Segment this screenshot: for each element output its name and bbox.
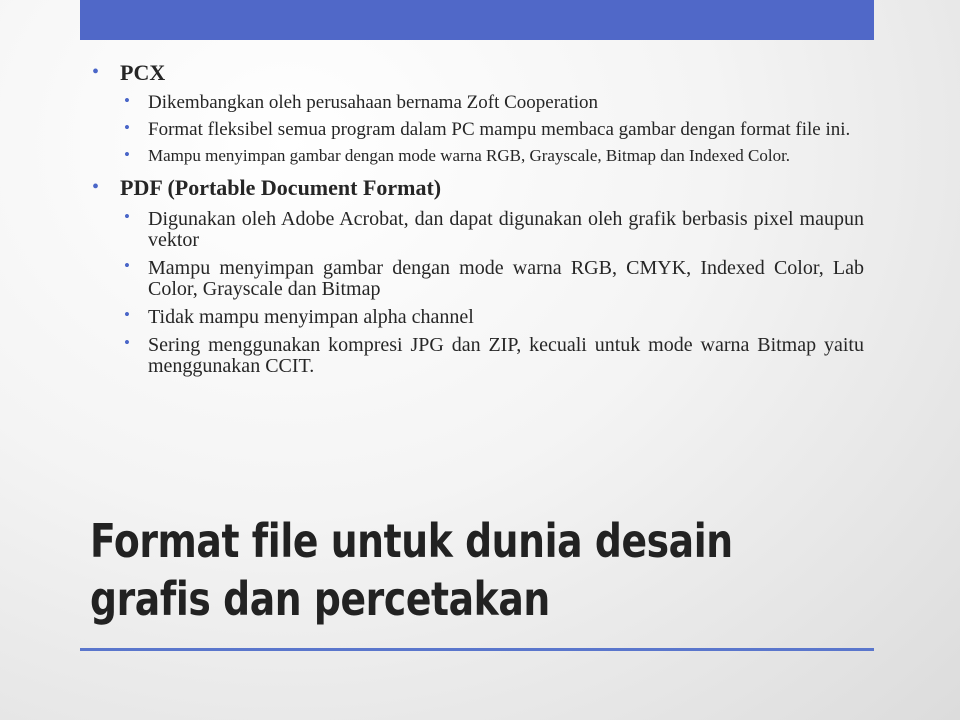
list-item	[92, 304, 864, 328]
bullet-icon: •	[92, 176, 100, 199]
list-item-text: Digunakan oleh Adobe Acrobat, dan dapat digunakan oleh grafik berbasis pixel maupun vektor	[148, 207, 864, 251]
slide-title	[90, 512, 738, 628]
list-item-text: Format fleksibel semua program dalam PC mampu membaca gambar dengan format file ini.	[148, 119, 851, 141]
list-item-text: Mampu menyimpan gambar dengan mode warna RGB, Grayscale, Bitmap dan Indexed Color.	[148, 146, 791, 166]
section-heading-label: PDF (Portable Document Format)	[120, 175, 442, 201]
slide-title-line-2: grafis dan percetakan	[90, 572, 550, 626]
top-accent-bar	[80, 0, 874, 40]
bullet-icon: •	[124, 206, 130, 226]
section-heading-pdf	[92, 175, 864, 201]
list-item-text: Mampu menyimpan gambar dengan mode warna RGB, CMYK, Indexed Color, Lab Color, Grayscale dan Bitmap	[148, 256, 864, 300]
list-item	[92, 93, 864, 113]
section-heading-label: PCX	[120, 60, 166, 85]
list-item	[92, 255, 864, 300]
list-item	[92, 120, 864, 140]
bullet-icon: •	[124, 332, 130, 352]
slide-content	[92, 60, 864, 377]
list-item	[92, 332, 864, 377]
bullet-icon: •	[124, 304, 130, 324]
list-item	[92, 147, 864, 165]
bullet-icon: •	[124, 118, 130, 138]
list-item-text: Sering menggunakan kompresi JPG dan ZIP, kecuali untuk mode warna Bitmap yaitu menggunakan CCIT.	[148, 333, 864, 377]
section-heading-pcx	[92, 60, 864, 86]
bullet-icon: •	[124, 145, 130, 165]
title-underline	[80, 648, 874, 651]
bullet-icon: •	[92, 61, 100, 83]
bullet-icon: •	[124, 91, 130, 111]
list-item	[92, 206, 864, 251]
list-item-text: Tidak mampu menyimpan alpha channel	[148, 305, 474, 328]
slide-title-line-1: Format file untuk dunia desain	[90, 514, 733, 568]
bullet-icon: •	[124, 255, 130, 275]
list-item-text: Dikembangkan oleh perusahaan bernama Zoft Cooperation	[148, 92, 599, 114]
